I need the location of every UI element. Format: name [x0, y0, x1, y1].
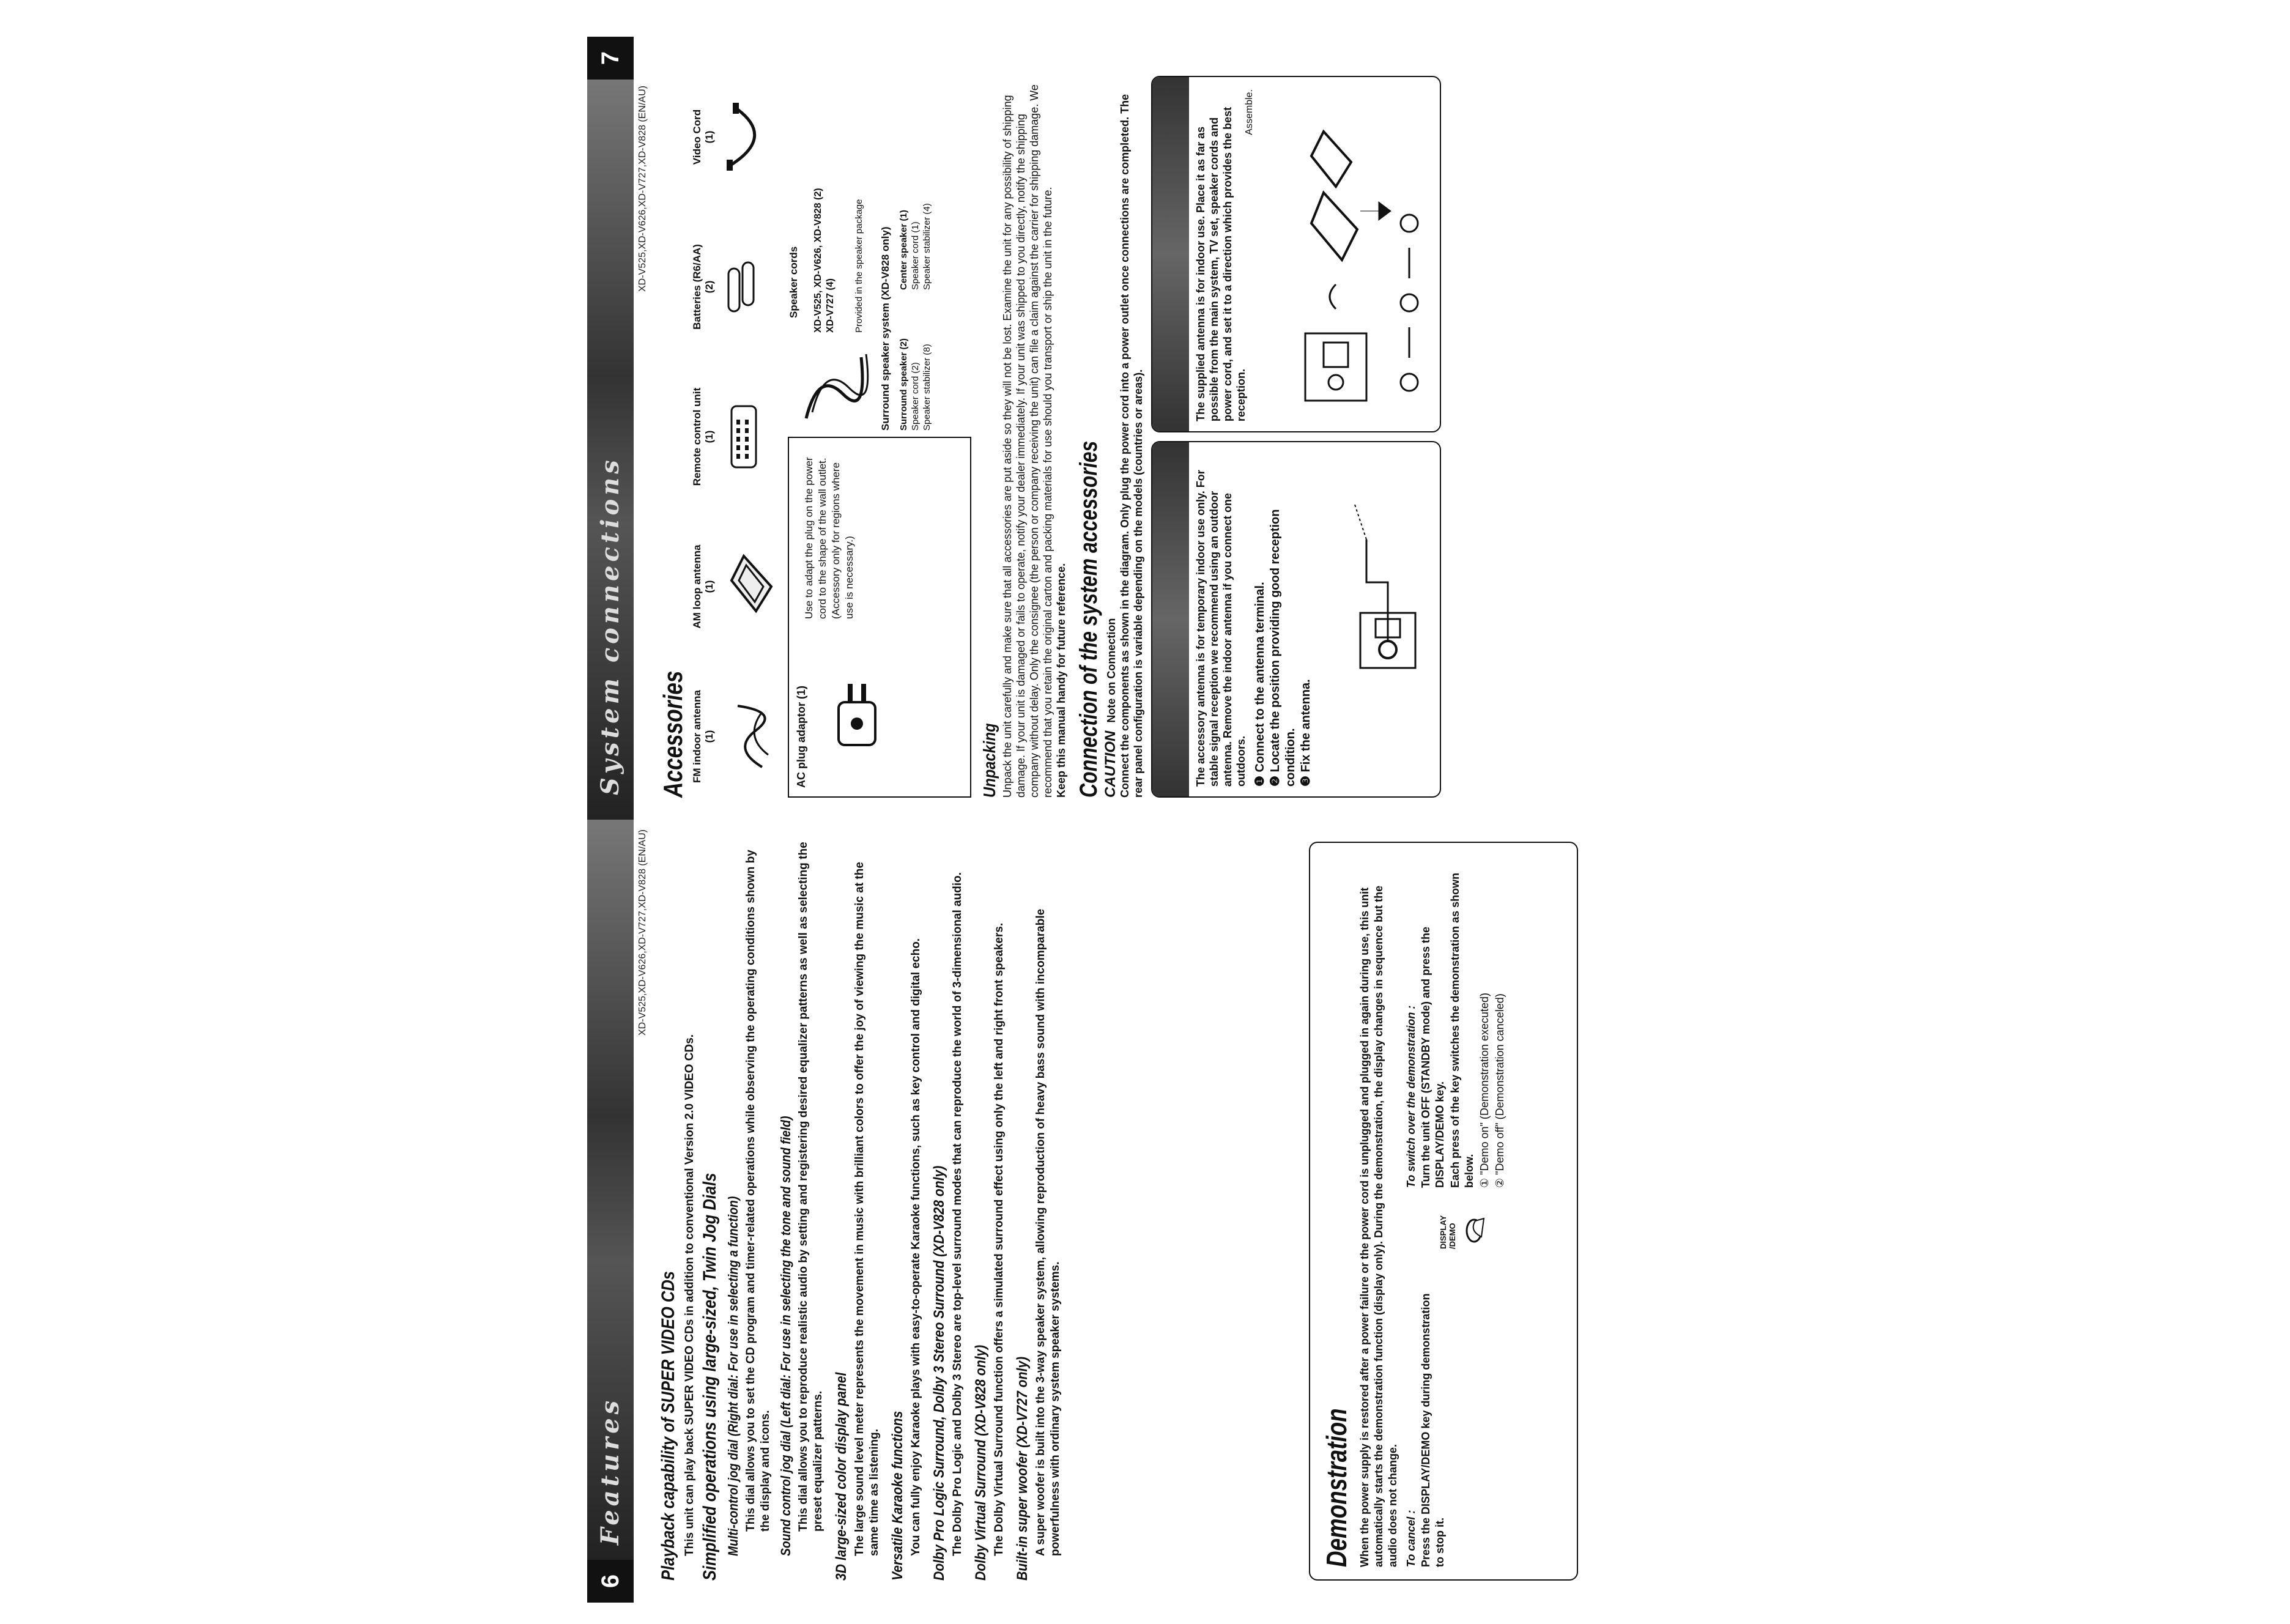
fm-antenna-box — [1151, 441, 1441, 798]
accessories-title: Accessories — [658, 670, 688, 798]
demonstration-box — [1309, 842, 1578, 1581]
plug-adaptor-icon — [820, 672, 894, 763]
band-title: Features — [596, 1396, 624, 1545]
connection-title: Connection of the system accessories — [1075, 440, 1102, 798]
am-connection-diagram-icon — [1299, 125, 1434, 407]
jog2-body: This dial allows you to reproduce realistic audio by setting and registering desired equalizer patterns as well as selecting the preset equalizer patterns. — [797, 842, 824, 1532]
speaker-accessories — [788, 76, 971, 437]
am-box-header — [1152, 77, 1189, 431]
unpacking-title: Unpacking — [980, 723, 999, 798]
fm-box-header — [1152, 442, 1189, 796]
caution-head: Note on Connection — [1105, 618, 1117, 723]
accessory-batteries: Batteries (R6/AA) (2) — [691, 226, 780, 348]
features-content — [658, 842, 1065, 1581]
virtual-title: Dolby Virtual Surround (XD-V828 only) — [973, 1344, 989, 1581]
am-body: The supplied antenna is for indoor use. Place it as far as possible from the main system, TV set, speaker cords and power cord, and set it to a direction which provides the best reception. — [1195, 106, 1247, 421]
ac-plug-adaptor-box — [788, 437, 971, 798]
surround-title: Surround speaker system (XD-V828 only) — [880, 226, 891, 431]
section-title: Playback capability of SUPER VIDEO CDs — [658, 1271, 678, 1581]
accessory-video-cord: Video Cord (1) — [691, 76, 780, 198]
cancel-label: To cancel : — [1405, 1510, 1417, 1567]
unpacking-keep: Keep this manual handy for future reference. — [1055, 563, 1067, 798]
unpacking-section — [980, 59, 1068, 798]
caution-note — [1104, 76, 1145, 798]
speaker-note: Provided in the speaker package — [854, 199, 864, 333]
am-loop-antenna-icon — [719, 550, 780, 623]
section-body: This unit can play back SUPER VIDEO CDs in addition to conventional Version 2.0 VIDEO CDs. — [683, 1034, 696, 1556]
key-label: DISPLAY /DEMO — [1439, 1215, 1457, 1249]
switch-body: Turn the unit OFF (STANDBY mode) and press the DISPLAY/DEMO key. — [1420, 926, 1446, 1188]
display-demo-key-icon — [1439, 1212, 1491, 1249]
header-band — [587, 80, 634, 820]
fm-connection-diagram-icon — [1348, 491, 1434, 674]
plug-title: AC plug adaptor (1) — [795, 686, 807, 788]
connections-content — [658, 59, 1441, 798]
accessory-am-antenna: AM loop antenna (1) — [691, 525, 780, 648]
assemble-label: Assemble. — [1244, 89, 1254, 135]
speaker-cord-icon — [794, 345, 873, 431]
switch-label: To switch over the demonstration : — [1405, 1005, 1417, 1188]
display-body: The large sound level meter represents the movement in music with brilliant colors to offer the joy of viewing the music at the same time as listening. — [853, 862, 881, 1556]
center-items: Center speaker (1) Speaker cord (1) Speaker stabilizer (4) — [899, 203, 932, 290]
karaoke-body: You can fully enjoy Karaoke plays with easy-to-operate Karaoke functions, such as key control and digital echo. — [910, 938, 922, 1556]
demo-option-2: ② "Demo off" (Demonstration canceled) — [1494, 993, 1506, 1188]
cancel-body: Press the DISPLAY/DEMO key during demonstration to stop it. — [1420, 1293, 1446, 1567]
surround-items: Surround speaker (2) Speaker cord (2) Speaker stabilizer (8) — [899, 338, 932, 431]
fm-antenna-icon — [719, 700, 774, 773]
caution-body: Connect the components as shown in the diagram. Only plug the power cord into a power outlet once connections are completed. The rear panel configuration is variable depending on the models (countries or areas). — [1119, 94, 1144, 798]
display-title: 3D large-sized color display panel — [833, 1372, 850, 1581]
model-line: XD-V525,XD-V626,XD-V727,XD-V828 (EN/AU) — [637, 829, 648, 1036]
prologic-body: The Dolby Pro Logic and Dolby 3 Stereo are top-level surround modes that can reproduce the world of 3-dimensional audio. — [951, 872, 964, 1556]
fm-steps: ❶ Connect to the antenna terminal. ❷ Locate the position providing good reception condition. ❸ Fix the antenna. — [1253, 509, 1313, 787]
remote-control-icon — [719, 400, 768, 473]
jog2-title: Sound control jog dial (Left dial: For use in selecting the tone and sound field) — [778, 1116, 793, 1556]
header-band — [587, 820, 634, 1560]
accessory-remote: Remote control unit (1) — [691, 376, 780, 498]
karaoke-title: Versatile Karaoke functions — [889, 1411, 906, 1581]
page-number: 7 — [587, 37, 634, 80]
virtual-body: The Dolby Virtual Surround function offers a simulated surround effect using only the left and right front speakers. — [993, 922, 1006, 1556]
jog1-title: Multi-control jog dial (Right dial: For use in selecting a function) — [725, 1196, 741, 1556]
model-line: XD-V525,XD-V626,XD-V727,XD-V828 (EN/AU) — [637, 86, 648, 292]
video-cord-icon — [719, 100, 774, 174]
demo-title: Demonstration — [1321, 1408, 1352, 1567]
speaker-cords-models: XD-V525, XD-V626, XD-V828 (2) XD-V727 (4) — [813, 188, 836, 333]
am-antenna-box — [1151, 76, 1441, 432]
battery-icon — [719, 250, 762, 324]
plug-description: Use to adapt the plug on the power cord to the shape of the wall outlet. (Accessory only for regions where use is necessary.) — [803, 457, 855, 619]
page-number: 6 — [587, 1560, 634, 1603]
page-left — [587, 820, 1596, 1603]
fm-body: The accessory antenna is for temporary indoor use only. For stable signal reception we recommend using an outdoor antenna. Remove the indoor antenna if you connect one outdoors. — [1195, 470, 1247, 787]
unpacking-body: Unpack the unit carefully and make sure that all accessories are put aside so they will not be lost. Examine the unit for any possibility of shipping damage. If your unit is damaged or fails to operate, notify your dealer immediately. If your unit was shipped to you directly, notify the shipping company without delay. Only the consignee (the person or company receiving the unit) can file a claim against the carrier for shipping damage. We recommend that you retain the original carton and packing materials for use should you transport or ship the unit in the future. — [1001, 84, 1054, 798]
speaker-cords-title: Speaker cords — [788, 246, 799, 318]
scanned-sheet — [587, 37, 2153, 1603]
woofer-title: Built-in super woofer (XD-V727 only) — [1014, 1356, 1031, 1581]
accessory-fm-antenna: FM indoor antenna (1) — [691, 675, 780, 798]
woofer-body: A super woofer is built into the 3-way speaker system, allowing reproduction of heavy bass sound with incomparable powerfulness with ordinary system speaker systems. — [1034, 908, 1062, 1556]
caution-word: CAUTION — [1102, 730, 1119, 798]
jog1-body: This dial allows you to set the CD program and timer-related operations while observing the operating conditions shown by the display and icons. — [744, 850, 772, 1532]
demo-intro: When the power supply is restored after a power failure or the power cord is unplugged and plugged in again during use, this unit automatically starts the demonstration function (display only). During the demonstration, the display changes in sequence but the audio does not change. — [1358, 885, 1399, 1567]
manual-spread — [587, 37, 1596, 1603]
accessory-list — [691, 76, 780, 798]
prologic-title: Dolby Pro Logic Surround, Dolby 3 Stereo Surround (XD-V828 only) — [931, 1165, 947, 1581]
section-title: Simplified operations using large-sized, Twin Jog Dials — [700, 1173, 720, 1581]
switch-body-2: Each press of the key switches the demonstration as shown below. — [1449, 872, 1475, 1188]
page-right — [587, 37, 1596, 820]
demo-option-1: ① "Demo on" (Demonstration executed) — [1478, 992, 1491, 1188]
band-title: System connections — [596, 456, 624, 795]
